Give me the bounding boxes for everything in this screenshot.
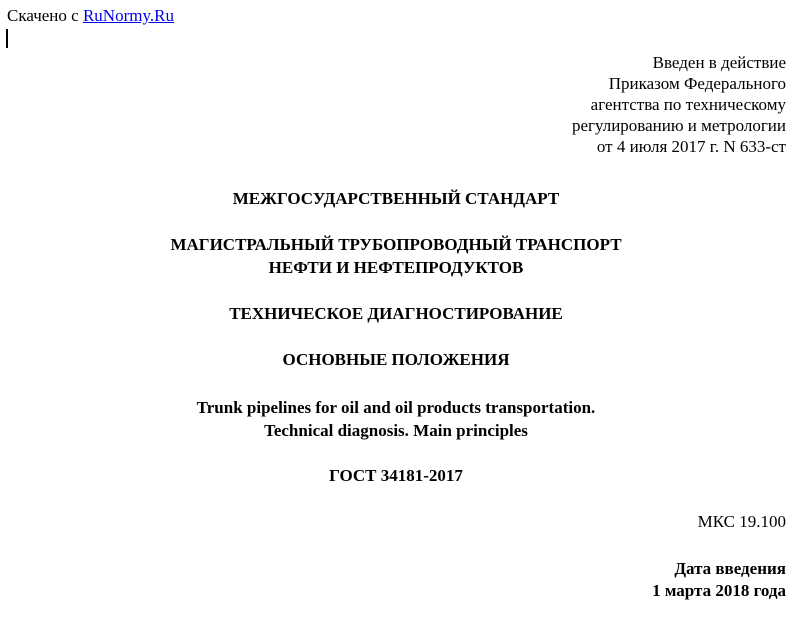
document-title-line-1: МАГИСТРАЛЬНЫЙ ТРУБОПРОВОДНЫЙ ТРАНСПОРТ bbox=[170, 235, 622, 254]
introduction-line: регулированию и метрологии bbox=[571, 116, 786, 135]
source-line bbox=[7, 6, 174, 26]
english-title-line-2: Technical diagnosis. Main principles bbox=[264, 421, 528, 440]
introduction-block bbox=[572, 52, 786, 157]
runormy-link[interactable]: RuNormy.Ru bbox=[82, 6, 174, 25]
standard-category: МЕЖГОСУДАРСТВЕННЫЙ СТАНДАРТ bbox=[232, 189, 560, 208]
source-prefix: Скачено с bbox=[7, 6, 83, 25]
effective-date: 1 марта 2018 года bbox=[652, 581, 786, 600]
english-title-line-1: Trunk pipelines for oil and oil products transportation. bbox=[196, 398, 596, 417]
introduction-line: Введен в действие bbox=[652, 53, 786, 72]
effective-date-label: Дата введения bbox=[674, 559, 786, 578]
document-subtitle: ТЕХНИЧЕСКОЕ ДИАГНОСТИРОВАНИЕ bbox=[229, 304, 563, 323]
introduction-line: Приказом Федерального bbox=[608, 74, 786, 93]
document-title-line-2: НЕФТИ И НЕФТЕПРОДУКТОВ bbox=[268, 258, 524, 277]
mks-code: МКС 19.100 bbox=[697, 512, 786, 531]
introduction-line: агентства по техническому bbox=[590, 95, 786, 114]
document-section: ОСНОВНЫЕ ПОЛОЖЕНИЯ bbox=[282, 350, 510, 369]
standard-number: ГОСТ 34181-2017 bbox=[329, 466, 463, 485]
introduction-line: от 4 июля 2017 г. N 633-ст bbox=[596, 137, 786, 156]
text-cursor bbox=[6, 29, 8, 48]
